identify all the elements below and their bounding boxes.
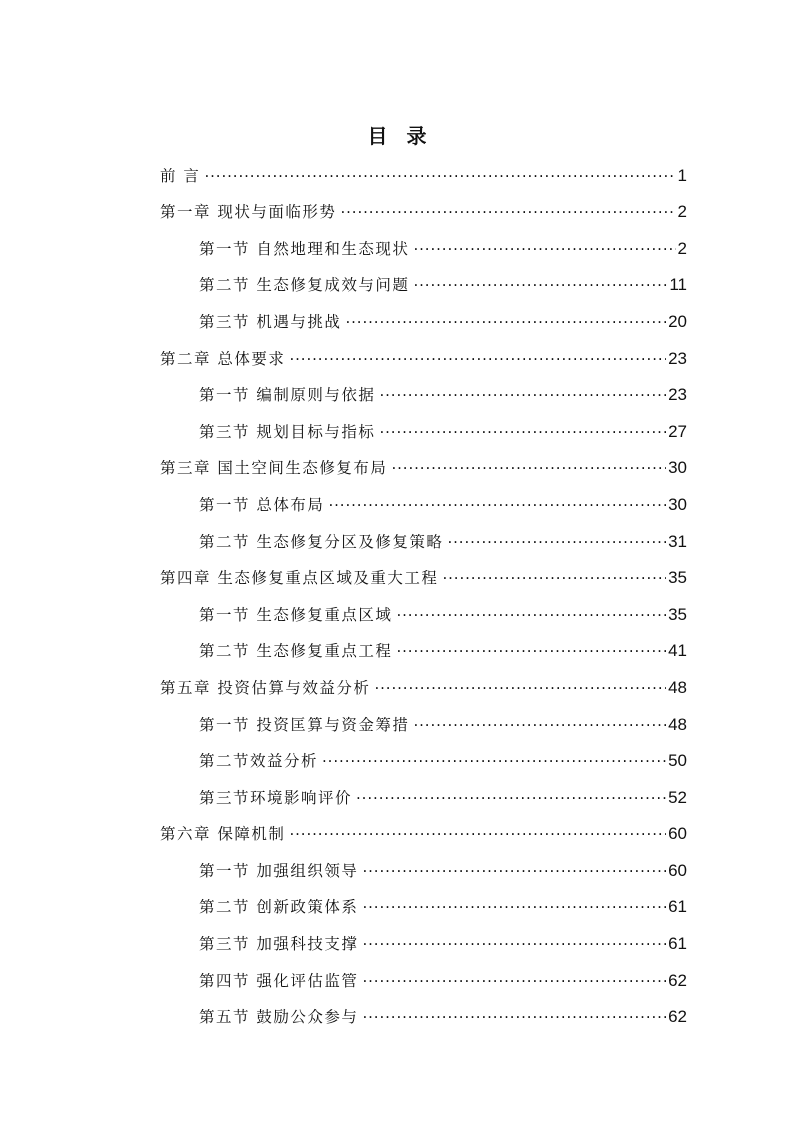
toc-entry-label: 第二节 创新政策体系	[199, 898, 359, 917]
dot-leader	[362, 857, 666, 876]
toc-page-number: 27	[668, 421, 687, 441]
toc-page-number: 41	[668, 641, 687, 661]
toc-entry-label: 第四章 生态修复重点区域及重大工程	[160, 569, 439, 588]
toc-page-number: 61	[668, 897, 687, 917]
toc-entry-label: 第一章 现状与面临形势	[160, 203, 337, 222]
toc-entry-section[interactable]	[160, 308, 687, 345]
toc-page-number: 30	[668, 458, 687, 478]
toc-entry-label: 第二节 生态修复重点工程	[199, 642, 393, 661]
dot-leader	[396, 638, 666, 657]
toc-page-number: 2	[677, 202, 687, 222]
toc-entry-section[interactable]	[160, 491, 687, 528]
toc-entry-chapter[interactable]	[160, 821, 687, 858]
toc-entry-label: 第一节 加强组织领导	[199, 861, 359, 880]
dot-leader	[345, 308, 666, 327]
toc-page-number: 11	[669, 275, 687, 295]
toc-entry-label: 第二节效益分析	[199, 752, 319, 771]
toc-page-number: 50	[668, 751, 687, 771]
toc-entry-label: 第一节 编制原则与依据	[199, 386, 376, 405]
toc-entry-section[interactable]	[160, 784, 687, 821]
toc-page-number: 31	[668, 531, 687, 551]
toc-entry-chapter[interactable]	[160, 199, 687, 236]
dot-leader	[340, 199, 675, 218]
dot-leader	[362, 894, 666, 913]
dot-leader	[204, 162, 675, 181]
dot-leader	[362, 1004, 666, 1023]
dot-leader	[442, 565, 666, 584]
dot-leader	[447, 528, 666, 547]
toc-entry-section[interactable]	[160, 528, 687, 565]
toc-entry-section[interactable]	[160, 967, 687, 1004]
dot-leader	[391, 455, 666, 474]
toc-entry-label: 第五节 鼓励公众参与	[199, 1008, 359, 1027]
toc-page-number: 20	[668, 311, 687, 331]
toc-page-number: 1	[677, 165, 687, 185]
dot-leader	[322, 748, 666, 767]
toc-entry-label: 第三节环境影响评价	[199, 788, 353, 807]
dot-leader	[379, 382, 666, 401]
toc-entry-section[interactable]	[160, 711, 687, 748]
toc-entry-label: 第一节 总体布局	[199, 495, 325, 514]
dot-leader	[413, 711, 666, 730]
toc-entry-section[interactable]	[160, 748, 687, 785]
toc-entry-section[interactable]	[160, 601, 687, 638]
dot-leader	[413, 272, 667, 291]
dot-leader	[362, 967, 666, 986]
toc-entry-section[interactable]	[160, 382, 687, 419]
toc-entry-label: 第三节 加强科技支撑	[199, 935, 359, 954]
toc-entry-chapter[interactable]	[160, 455, 687, 492]
toc-page-number: 62	[668, 1007, 687, 1027]
dot-leader	[374, 674, 666, 693]
dot-leader	[413, 235, 675, 254]
toc-entry-chapter[interactable]	[160, 565, 687, 602]
toc-page-number: 60	[668, 824, 687, 844]
toc-page-number: 35	[668, 604, 687, 624]
toc-page-number: 2	[677, 238, 687, 258]
toc-entry-chapter[interactable]	[160, 674, 687, 711]
dot-leader	[379, 418, 666, 437]
dot-leader	[396, 601, 666, 620]
toc-entry-section[interactable]	[160, 272, 687, 309]
toc-title: 目 录	[367, 124, 433, 148]
toc-entry-section[interactable]	[160, 894, 687, 931]
toc-entry-label: 第三章 国土空间生态修复布局	[160, 459, 388, 478]
toc-page-number: 52	[668, 787, 687, 807]
toc-page-number: 35	[668, 568, 687, 588]
toc-entry-chapter[interactable]	[160, 162, 687, 199]
toc-page-number: 48	[668, 677, 687, 697]
toc-entry-section[interactable]	[160, 1004, 687, 1041]
toc-entry-label: 第一节 投资匡算与资金筹措	[199, 715, 410, 734]
toc-page-number: 60	[668, 860, 687, 880]
toc-entry-section[interactable]	[160, 930, 687, 967]
toc-page-number: 30	[668, 494, 687, 514]
toc-entry-section[interactable]	[160, 857, 687, 894]
toc-entry-label: 第六章 保障机制	[160, 825, 286, 844]
toc-entry-label: 前 言	[160, 166, 201, 185]
toc-entry-section[interactable]	[160, 638, 687, 675]
toc-entry-label: 第三节 规划目标与指标	[199, 422, 376, 441]
toc-entry-label: 第五章 投资估算与效益分析	[160, 678, 371, 697]
dot-leader	[328, 491, 666, 510]
toc-entry-label: 第二章 总体要求	[160, 349, 286, 368]
toc-entry-label: 第二节 生态修复分区及修复策略	[199, 532, 444, 551]
toc-page-number: 62	[668, 970, 687, 990]
toc-entry-section[interactable]	[160, 235, 687, 272]
toc-page-number: 61	[668, 934, 687, 954]
toc-page-number: 23	[668, 348, 687, 368]
toc-entry-label: 第三节 机遇与挑战	[199, 312, 342, 331]
dot-leader	[289, 345, 666, 364]
toc-entry-section[interactable]	[160, 418, 687, 455]
toc-page-number: 48	[668, 714, 687, 734]
toc-entry-label: 第四节 强化评估监管	[199, 971, 359, 990]
toc-entry-label: 第一节 自然地理和生态现状	[199, 239, 410, 258]
toc-entry-label: 第二节 生态修复成效与问题	[199, 276, 410, 295]
toc-page-number: 23	[668, 385, 687, 405]
dot-leader	[356, 784, 666, 803]
toc-entry-chapter[interactable]	[160, 345, 687, 382]
dot-leader	[362, 930, 666, 949]
table-of-contents	[160, 162, 687, 1040]
toc-entry-label: 第一节 生态修复重点区域	[199, 605, 393, 624]
dot-leader	[289, 821, 666, 840]
